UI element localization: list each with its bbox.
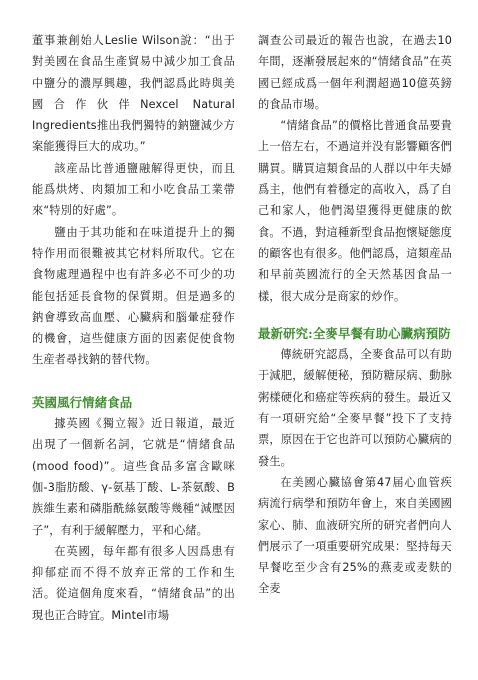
left-paragraph-5: 在英國，每年都有很多人因爲患有抑郁症而不得不放弃正常的工作和生活。從這個角度來看，“情緒食品”的出現也正合時宜。Mintel市場 [32,544,235,622]
section-heading-mood-food: 英國風行情緒食品 [32,394,133,410]
left-paragraph-1: 董事兼創始人Leslie Wilson說：“出于對美國在食品生產貿易中減少加工食品中鹽分的濃厚興趣，我們認爲此時與美國合作伙伴Nexcel Natural Ingredients推出我們獨特的鈉鹽減少方案能獲得巨大的成功。” [32,34,235,154]
right-column [258,30,452,600]
right-paragraph-4: 在美國心臟協會第47届心血管疾病流行病學和預防年會上，來自美國國家心、肺、血液研究所的研究者們向人們展示了一項重要研究成果：堅持每天早餐吃至少含有25%的燕麦或麦麩的全麦 [258,475,452,596]
right-paragraph-1: 調查公司最近的報告也說，在過去10年間，逐漸發展起來的“情緒食品”在英國已經成爲一個年利潤超過10億英鎊的食品市場。 [258,34,452,111]
section-heading-whole-grain: 最新研究:全麥早餐有助心臟病預防 [258,325,451,341]
left-paragraph-3: 鹽由于其功能和在味道提升上的獨特作用而很難被其它材料所取代。它在食物處理過程中也有許多必不可少的功能包括延長食物的保質期。但是過多的鈉會導致高血壓、心臟病和腦暈症發作的機會，這些健康方面的因素促使食物生産者尋找鈉的替代物。 [32,225,235,367]
right-paragraph-2: “情緒食品”的價格比普通食品要貴上一倍左右，不過這并没有影響顧客們購買。購買這類食品的人群以中年夫婦爲主，他們有着穩定的高收入，爲了自己和家人，他們渴望獲得更健康的飲食。不過，對這種新型食品抱懷疑態度的顧客也有很多。他們認爲，這類産品和早前英國流行的全天然基因食品一樣，很大成分是商家的炒作。 [258,119,452,303]
left-paragraph-4: 據英國《獨立報》近日報道，最近出現了一個新名詞，它就是“情緒食品(mood food)”。這些食品多富含歐咪伽-3脂肪酸、γ-氨基丁酸、L-茶氨酸、B族維生素和磷脂酰絲氨酸等幾種“減壓因子”，有利于緩解壓力，平和心緒。 [32,417,235,537]
left-column [32,30,235,626]
right-paragraph-3: 傳統研究認爲，全麥食品可以有助于減肥，緩解便秘，預防糖尿病、動脉粥樣硬化和癌症等疾病的發生。最近又有一項研究給“全麥早餐”投下了支持票，原因在于它也許可以預防心臟病的發生。 [258,348,452,468]
left-paragraph-2: 該産品比普通鹽融解得更快，而且能爲烘烤、肉類加工和小吃食品工業帶來“特別的好處”。 [32,161,235,218]
